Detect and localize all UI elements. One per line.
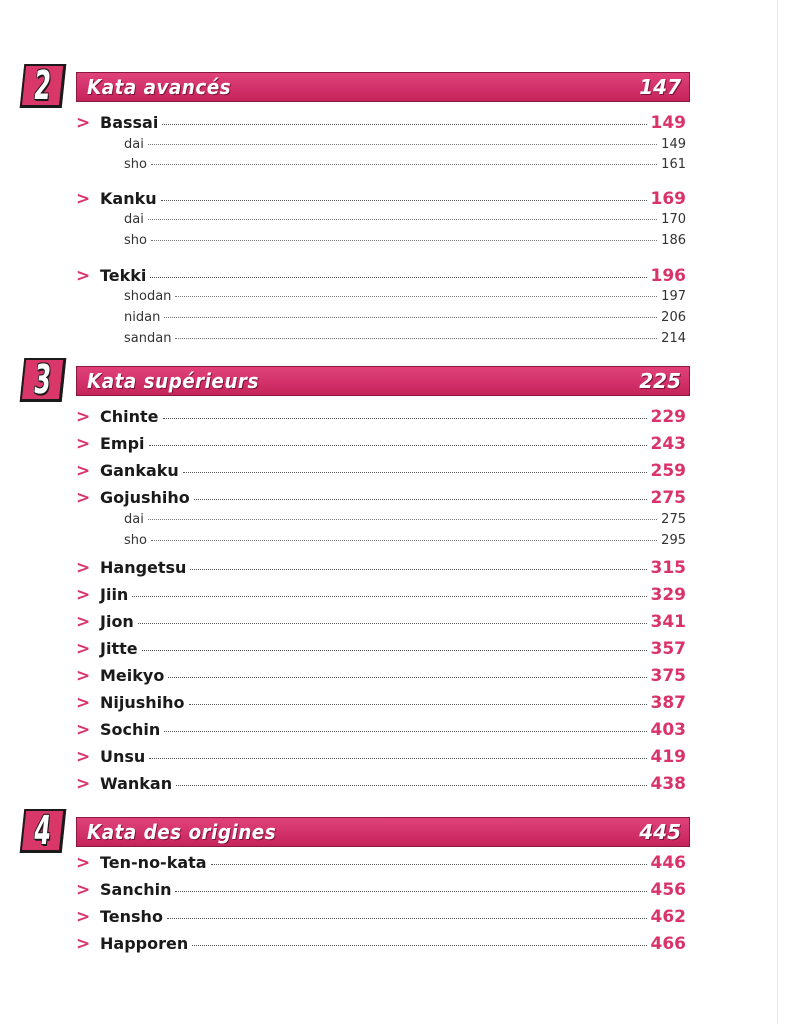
dot-leader	[175, 338, 657, 339]
dot-leader	[175, 296, 657, 297]
toc-entry-kanku[interactable]	[76, 189, 686, 209]
toc-entry-title: Happoren	[100, 934, 189, 953]
toc-entry-title: Kanku	[100, 189, 157, 208]
toc-entry-jitte[interactable]	[76, 639, 686, 659]
dot-leader	[148, 519, 657, 520]
chevron-bullet-icon: >	[76, 880, 91, 900]
dot-leader	[192, 945, 646, 946]
toc-subentry-title: dai	[124, 512, 144, 527]
toc-subentry-page: 295	[661, 533, 686, 548]
toc-entry-wankan[interactable]	[76, 774, 686, 794]
toc-entry-happoren[interactable]	[76, 934, 686, 954]
dot-leader	[183, 472, 647, 473]
toc-entry-page: 243	[650, 434, 686, 454]
dot-leader	[151, 240, 657, 241]
toc-subentry-tekki-shodan[interactable]	[124, 289, 686, 304]
section-kata-avances	[0, 63, 788, 109]
chevron-bullet-icon: >	[76, 666, 91, 686]
toc-subentry-page: 186	[661, 233, 686, 248]
toc-subentry-kanku-sho[interactable]	[124, 233, 686, 248]
chevron-bullet-icon: >	[76, 461, 91, 481]
chevron-bullet-icon: >	[76, 907, 91, 927]
chevron-bullet-icon: >	[76, 585, 91, 605]
toc-entry-title: Jitte	[100, 639, 138, 658]
section-header	[0, 63, 788, 109]
toc-entry-ten-no-kata[interactable]	[76, 853, 686, 873]
section-page-number: 445	[639, 820, 681, 844]
toc-entry-title: Bassai	[100, 113, 159, 132]
toc-entry-sanchin[interactable]	[76, 880, 686, 900]
dot-leader	[142, 650, 647, 651]
toc-entry-meikyo[interactable]	[76, 666, 686, 686]
chevron-bullet-icon: >	[76, 488, 91, 508]
toc-subentry-page: 161	[661, 157, 686, 172]
toc-subentry-page: 214	[661, 331, 686, 346]
chevron-bullet-icon: >	[76, 266, 91, 286]
toc-entry-nijushiho[interactable]	[76, 693, 686, 713]
toc-entry-title: Wankan	[100, 774, 173, 793]
toc-entry-title: Gankaku	[100, 461, 179, 480]
dot-leader	[151, 164, 657, 165]
toc-entry-title: Meikyo	[100, 666, 165, 685]
dot-leader	[148, 219, 657, 220]
toc-entry-page: 196	[650, 266, 686, 286]
toc-entry-title: Gojushiho	[100, 488, 190, 507]
section-kata-superieurs	[0, 357, 788, 403]
toc-entry-title: Nijushiho	[100, 693, 185, 712]
chevron-bullet-icon: >	[76, 434, 91, 454]
section-title-bar	[76, 366, 690, 396]
toc-entry-page: 466	[650, 934, 686, 954]
toc-entry-title: Sochin	[100, 720, 161, 739]
toc-entry-page: 438	[650, 774, 686, 794]
chevron-bullet-icon: >	[76, 113, 91, 133]
chevron-bullet-icon: >	[76, 639, 91, 659]
toc-entry-page: 341	[650, 612, 686, 632]
toc-subentry-title: shodan	[124, 289, 172, 304]
toc-entry-page: 275	[650, 488, 686, 508]
section-header	[0, 808, 788, 854]
dot-leader	[176, 785, 646, 786]
toc-entry-page: 259	[650, 461, 686, 481]
chevron-bullet-icon: >	[76, 407, 91, 427]
toc-entry-page: 357	[650, 639, 686, 659]
dot-leader	[138, 623, 647, 624]
toc-entry-page: 329	[650, 585, 686, 605]
toc-subentry-title: sandan	[124, 331, 172, 346]
dot-leader	[149, 445, 647, 446]
chevron-bullet-icon: >	[76, 720, 91, 740]
dot-leader	[149, 758, 646, 759]
toc-subentry-title: sho	[124, 233, 147, 248]
toc-subentry-page: 206	[661, 310, 686, 325]
dot-leader	[189, 704, 647, 705]
dot-leader	[132, 596, 646, 597]
chevron-bullet-icon: >	[76, 774, 91, 794]
dot-leader	[163, 418, 647, 419]
toc-entry-page: 229	[650, 407, 686, 427]
dot-leader	[194, 499, 647, 500]
toc-entry-page: 387	[650, 693, 686, 713]
toc-entry-title: Hangetsu	[100, 558, 187, 577]
section-title: Kata avancés	[87, 75, 232, 99]
chevron-bullet-icon: >	[76, 612, 91, 632]
toc-entry-title: Tensho	[100, 907, 163, 926]
dot-leader	[167, 918, 647, 919]
toc-entry-gankaku[interactable]	[76, 461, 686, 481]
section-page-number: 147	[639, 75, 681, 99]
toc-entry-title: Tekki	[100, 266, 147, 285]
chevron-bullet-icon: >	[76, 934, 91, 954]
toc-subentry-title: nidan	[124, 310, 161, 325]
dot-leader	[148, 144, 657, 145]
toc-subentry-bassai-sho[interactable]	[124, 157, 686, 172]
chevron-bullet-icon: >	[76, 558, 91, 578]
toc-subentry-gojushiho-sho[interactable]	[124, 533, 686, 548]
toc-subentry-page: 170	[661, 212, 686, 227]
toc-entry-title: Chinte	[100, 407, 159, 426]
section-number-badge: 4	[20, 809, 67, 853]
section-header	[0, 357, 788, 403]
dot-leader	[150, 277, 646, 278]
toc-entry-bassai[interactable]	[76, 113, 686, 133]
toc-entry-title: Jion	[100, 612, 134, 631]
section-title-bar	[76, 72, 690, 102]
dot-leader	[164, 317, 657, 318]
toc-entry-hangetsu[interactable]	[76, 558, 686, 578]
toc-entry-title: Sanchin	[100, 880, 172, 899]
toc-entry-title: Unsu	[100, 747, 146, 766]
toc-subentry-tekki-nidan[interactable]	[124, 310, 686, 325]
toc-subentry-tekki-sandan[interactable]	[124, 331, 686, 346]
toc-subentry-title: dai	[124, 212, 144, 227]
toc-entry-page: 456	[650, 880, 686, 900]
section-page-number: 225	[639, 369, 681, 393]
chevron-bullet-icon: >	[76, 189, 91, 209]
section-kata-des-origines	[0, 808, 788, 854]
toc-entry-page: 403	[650, 720, 686, 740]
toc-entry-gojushiho[interactable]	[76, 488, 686, 508]
toc-subentry-gojushiho-dai[interactable]	[124, 512, 686, 527]
dot-leader	[162, 124, 646, 125]
dot-leader	[211, 864, 647, 865]
toc-entry-page: 462	[650, 907, 686, 927]
toc-subentry-title: sho	[124, 533, 147, 548]
section-number-badge: 2	[20, 64, 67, 108]
toc-entry-page: 149	[650, 113, 686, 133]
toc-entry-title: Empi	[100, 434, 145, 453]
toc-subentry-page: 197	[661, 289, 686, 304]
chevron-bullet-icon: >	[76, 747, 91, 767]
section-title-bar	[76, 817, 690, 847]
section-title: Kata supérieurs	[87, 369, 259, 393]
toc-entry-jiin[interactable]	[76, 585, 686, 605]
dot-leader	[168, 677, 646, 678]
section-title: Kata des origines	[87, 820, 277, 844]
toc-subentry-page: 275	[661, 512, 686, 527]
page-edge	[777, 0, 778, 1024]
toc-entry-page: 446	[650, 853, 686, 873]
toc-subentry-title: dai	[124, 137, 144, 152]
section-number-badge: 3	[20, 358, 67, 402]
toc-entry-page: 419	[650, 747, 686, 767]
toc-entry-title: Jiin	[100, 585, 129, 604]
dot-leader	[164, 731, 646, 732]
toc-entry-sochin[interactable]	[76, 720, 686, 740]
chevron-bullet-icon: >	[76, 853, 91, 873]
toc-entry-page: 169	[650, 189, 686, 209]
toc-subentry-bassai-dai[interactable]	[124, 137, 686, 152]
dot-leader	[175, 891, 646, 892]
toc-entry-jion[interactable]	[76, 612, 686, 632]
toc-entry-title: Ten-no-kata	[100, 853, 207, 872]
toc-subentry-kanku-dai[interactable]	[124, 212, 686, 227]
toc-entry-unsu[interactable]	[76, 747, 686, 767]
toc-entry-tensho[interactable]	[76, 907, 686, 927]
toc-entry-page: 315	[650, 558, 686, 578]
toc-subentry-title: sho	[124, 157, 147, 172]
dot-leader	[190, 569, 646, 570]
chevron-bullet-icon: >	[76, 693, 91, 713]
toc-entry-empi[interactable]	[76, 434, 686, 454]
dot-leader	[151, 540, 657, 541]
toc-subentry-page: 149	[661, 137, 686, 152]
toc-entry-tekki[interactable]	[76, 266, 686, 286]
toc-entry-page: 375	[650, 666, 686, 686]
dot-leader	[161, 200, 647, 201]
toc-entry-chinte[interactable]	[76, 407, 686, 427]
